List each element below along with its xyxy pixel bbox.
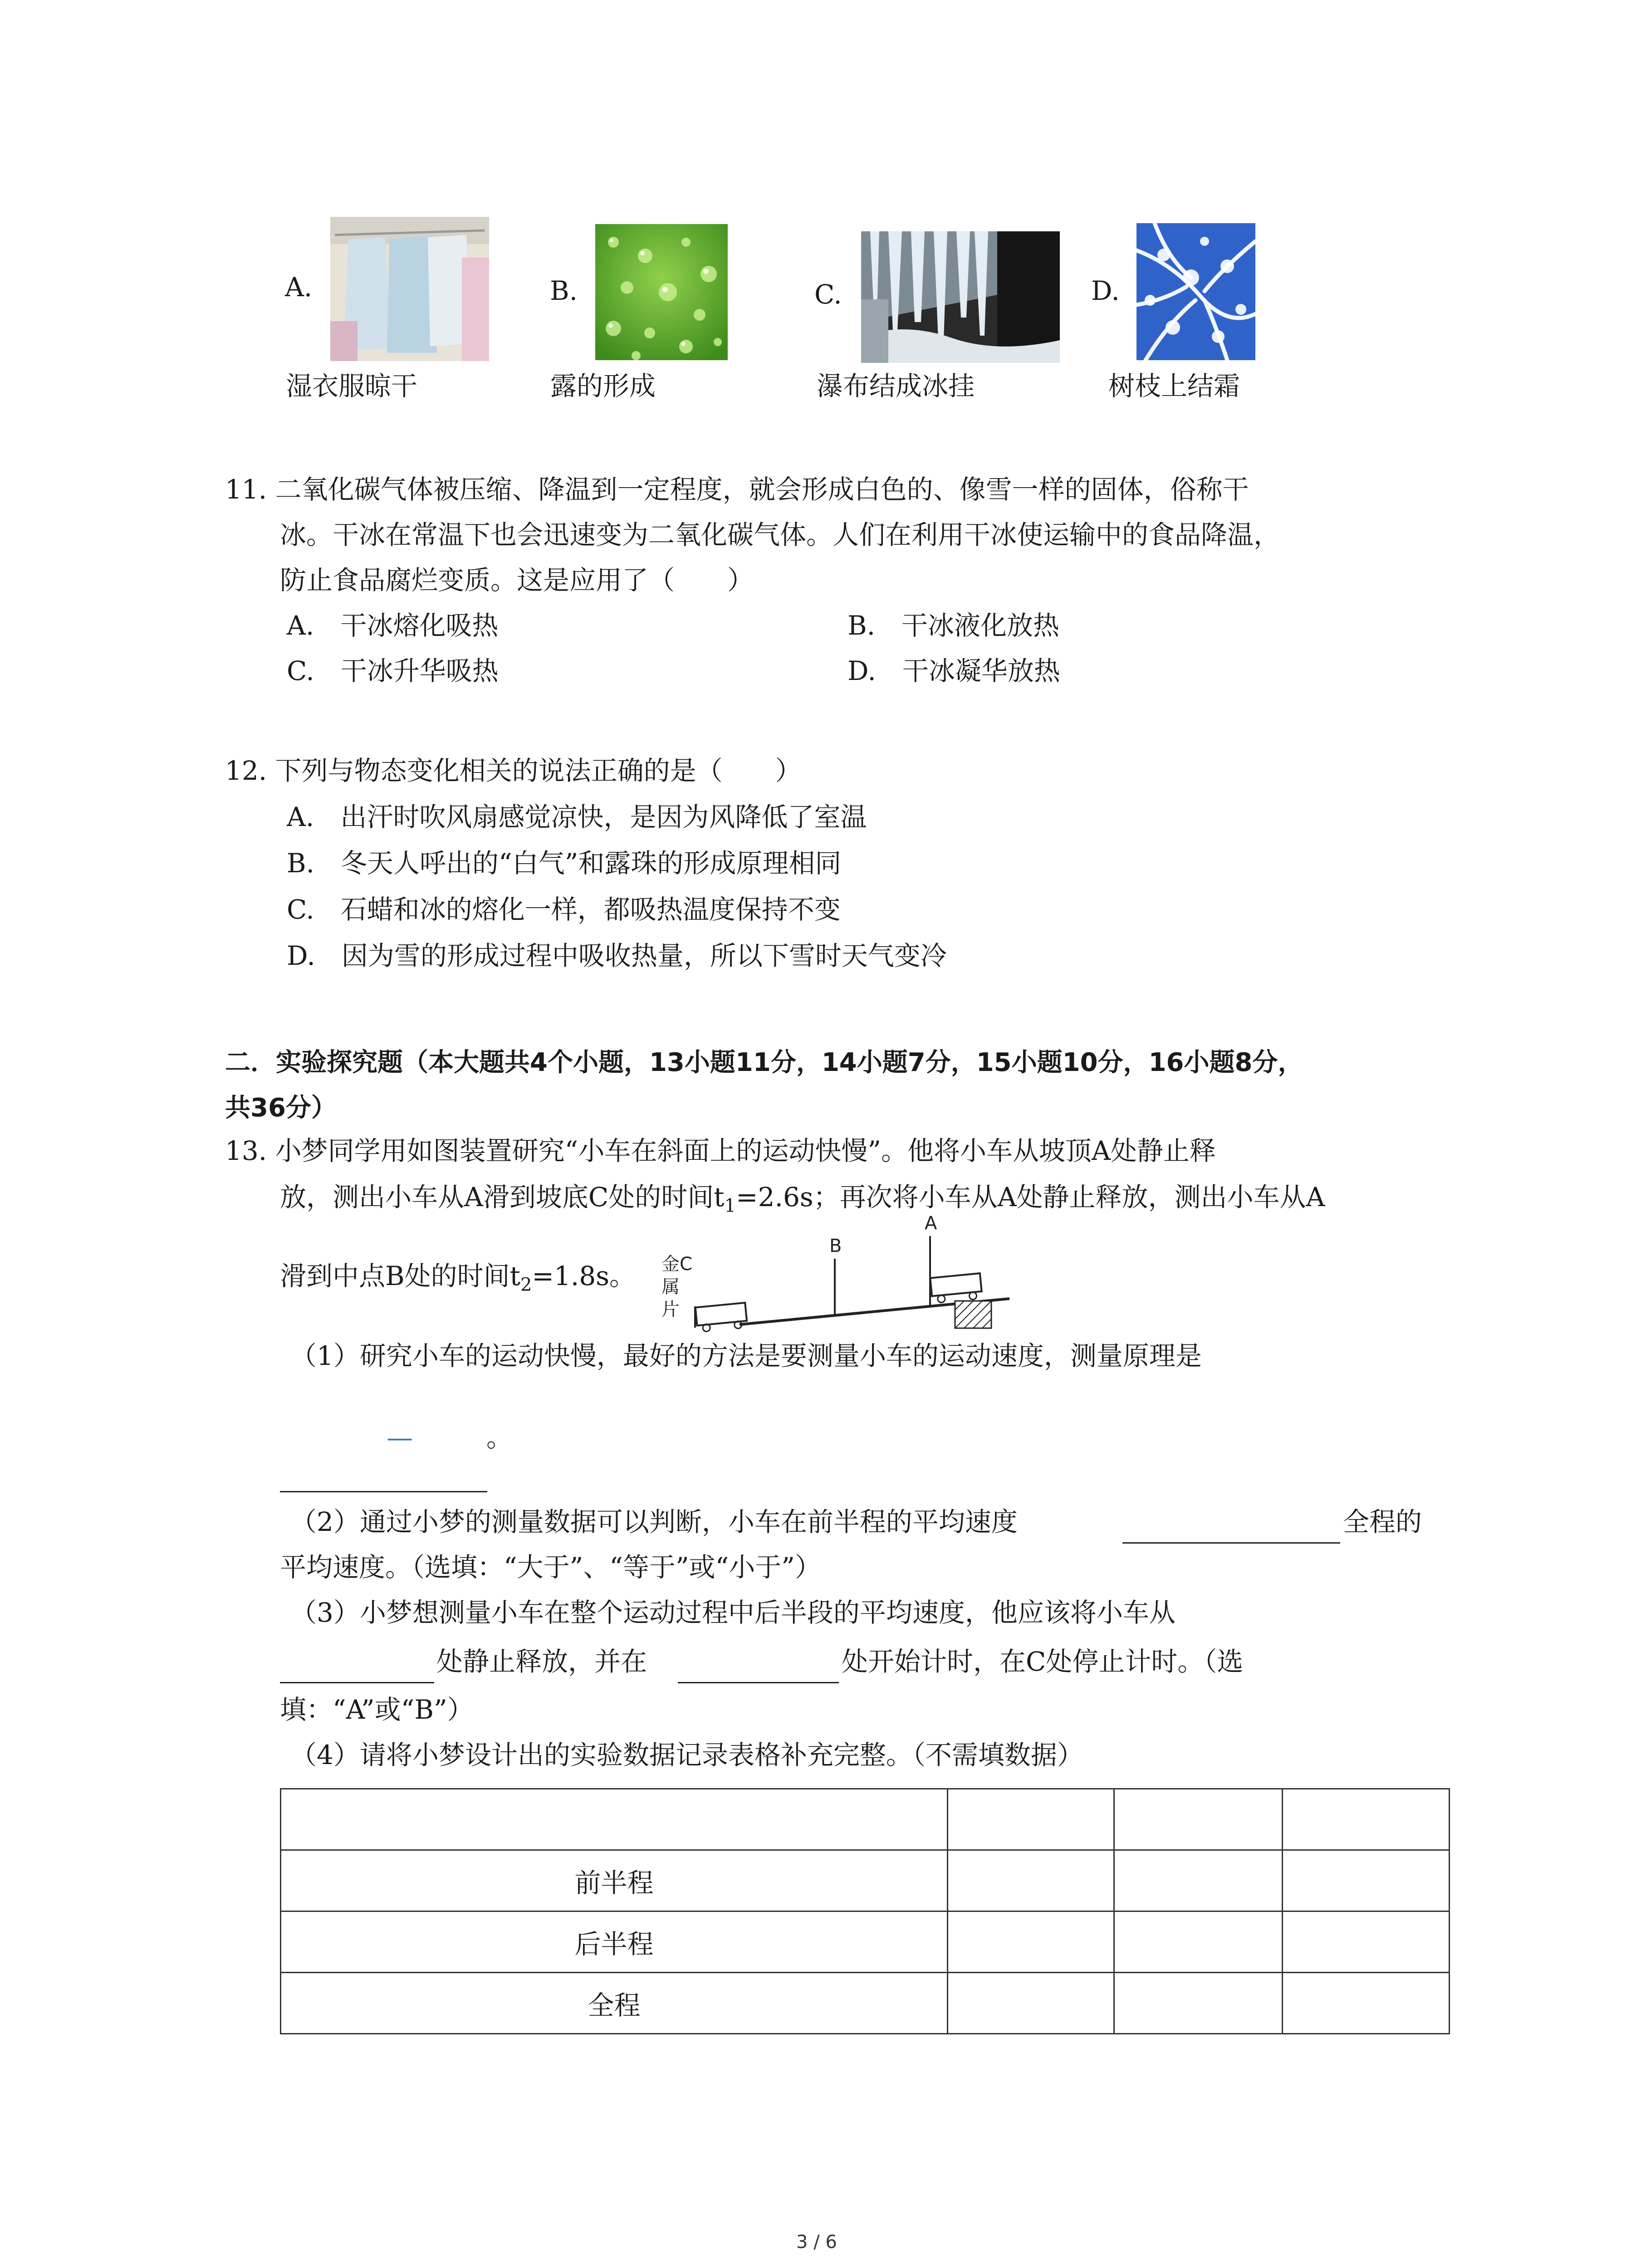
frosted-branches-photo (1136, 223, 1255, 360)
q13-part-2-a: （2）通过小梦的测量数据可以判断，小车在前半程的平均速度 (290, 1506, 1018, 1537)
q13-part-2-c: 平均速度。（选填：“大于”、“等于”或“小于”） (280, 1552, 821, 1583)
label-metal-2: 属 (661, 1276, 680, 1297)
q12-option-b: B. 冬天人呼出的“白气”和露珠的形成原理相同 (287, 848, 842, 879)
option-letter-a: A. (285, 272, 313, 303)
table-cell[interactable] (1114, 1973, 1283, 2034)
q11-option-b: B. 干冰液化放热 (847, 610, 1060, 641)
q12-option-c: C. 石蜡和冰的熔化一样，都吸热温度保持不变 (287, 894, 841, 925)
table-cell: 前半程 (281, 1850, 948, 1911)
q13-line-3: 滑到中点B处的时间$t_2=1.8s$。 (280, 1261, 636, 1295)
answer-blank-4[interactable] (678, 1682, 839, 1683)
q12-option-a: A. 出汗时吹风扇感觉凉快，是因为风降低了室温 (287, 802, 867, 832)
q13-part-4: （4）请将小梦设计出的实验数据记录表格补充完整。（不需填数据） (290, 1740, 1083, 1770)
table-cell (281, 1789, 948, 1850)
option-letter-c: C. (814, 279, 842, 310)
table-row (281, 1911, 1450, 1973)
table-cell[interactable] (1114, 1850, 1283, 1911)
q11-option-d: D. 干冰凝华放热 (847, 655, 1060, 686)
q11-option-c: C. 干冰升华吸热 (287, 655, 499, 686)
label-metal-3: 片 (661, 1299, 680, 1320)
label-a: A (925, 1213, 937, 1234)
q11-line-3: 防止食品腐烂变质。这是应用了（ ） (280, 565, 754, 596)
caption-b: 露的形成 (550, 371, 656, 401)
t2-subscript: 2 (520, 1274, 532, 1295)
answer-blank-3[interactable] (280, 1682, 434, 1683)
table-row (281, 1789, 1450, 1850)
table-cell[interactable] (1283, 1850, 1450, 1911)
q13-part-3-b: 处静止释放，并在 (436, 1646, 647, 1677)
answer-blank-2[interactable] (1122, 1542, 1340, 1544)
q13-part-2-b: 全程的 (1343, 1506, 1422, 1537)
table-cell[interactable] (1283, 1973, 1450, 2034)
option-letter-b: B. (550, 275, 578, 306)
q11-line-1: 11. 二氧化碳气体被压缩、降温到一定程度，就会形成白色的、像雪一样的固体，俗称干 (225, 474, 1249, 505)
dew-drops-photo (595, 224, 728, 360)
q13-part-3-d: 填：“A”或“B”） (280, 1694, 474, 1725)
label-b: B (829, 1236, 842, 1256)
caption-d: 树枝上结霜 (1108, 371, 1240, 401)
section-2-heading-line-2: 共36分） (225, 1093, 337, 1123)
table-cell: 后半程 (281, 1911, 948, 1973)
caption-c: 瀑布结成冰挂 (817, 371, 975, 401)
option-letter-d: D. (1091, 275, 1120, 306)
q13-part-1: （1）研究小车的运动快慢，最好的方法是要测量小车的运动速度，测量原理是 (290, 1340, 1202, 1371)
q11-line-2: 冰。干冰在常温下也会迅速变为二氧化碳气体。人们在利用干冰使运输中的食品降温， (280, 519, 1280, 550)
label-metal-c: 金C (661, 1254, 692, 1275)
table-row (281, 1973, 1450, 2034)
table-cell[interactable] (948, 1789, 1114, 1850)
data-record-table (280, 1788, 1450, 2034)
table-cell[interactable] (1114, 1911, 1283, 1973)
q11-option-a: A. 干冰熔化吸热 (287, 610, 499, 641)
table-row (281, 1850, 1450, 1911)
q13-part-1-end: 。 (486, 1422, 513, 1453)
table-cell[interactable] (1283, 1911, 1450, 1973)
caption-a: 湿衣服晾干 (286, 371, 418, 401)
q13-line-1: 13. 小梦同学用如图装置研究“小车在斜面上的运动快慢”。他将小车从坡顶A处静止释 (225, 1135, 1216, 1166)
q13-line-2: 放，测出小车从A滑到坡底C处的时间$t_1=2.6s$；再次将小车从A处静止释放，测出小车从A (280, 1182, 1325, 1217)
q13-part-1-dash: — (387, 1422, 413, 1453)
q13-part-3-c: 处开始计时，在C处停止计时。（选 (842, 1646, 1244, 1677)
page-number: 3 / 6 (796, 2232, 837, 2253)
answer-blank-1[interactable] (280, 1491, 487, 1492)
table-cell[interactable] (1283, 1789, 1450, 1850)
table-cell: 全程 (281, 1973, 948, 2034)
table-cell[interactable] (948, 1911, 1114, 1973)
q12-stem: 12. 下列与物态变化相关的说法正确的是（ ） (225, 755, 802, 786)
q13-part-3-a: （3）小梦想测量小车在整个运动过程中后半段的平均速度，他应该将小车从 (290, 1597, 1176, 1628)
section-2-heading-line-1: 二．实验探究题（本大题共4个小题，13小题11分，14小题7分，15小题10分，16小题8分， (225, 1048, 1303, 1077)
clothes-drying-photo (330, 217, 489, 361)
incline-figure (658, 1209, 1012, 1338)
table-cell[interactable] (948, 1973, 1114, 2034)
frozen-waterfall-photo (861, 231, 1060, 363)
t1-subscript: 1 (724, 1195, 736, 1217)
table-cell[interactable] (1114, 1789, 1283, 1850)
q12-option-d: D. 因为雪的形成过程中吸收热量，所以下雪时天气变冷 (287, 940, 947, 971)
table-cell[interactable] (948, 1850, 1114, 1911)
